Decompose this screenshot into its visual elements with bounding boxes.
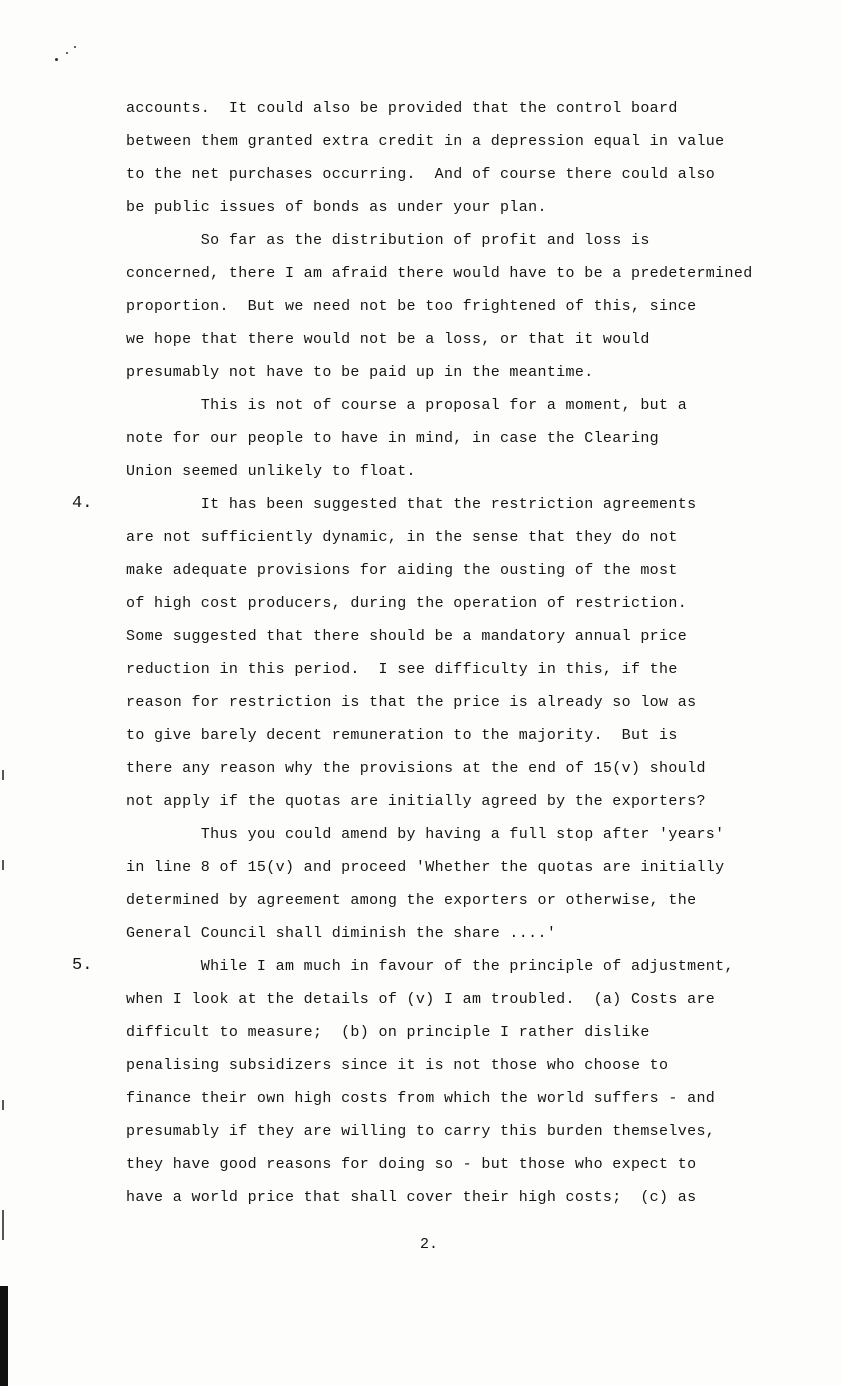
text-line: to give barely decent remuneration to the majority. But is: [126, 727, 678, 744]
text-line: not apply if the quotas are initially agreed by the exporters?: [126, 793, 706, 810]
text-line: to the net purchases occurring. And of course there could also: [126, 166, 716, 183]
text-line: have a world price that shall cover their high costs; (c) as: [126, 1189, 697, 1206]
text-line: reduction in this period. I see difficulty in this, if the: [126, 661, 678, 678]
text-line: are not sufficiently dynamic, in the sense that they do not: [126, 529, 678, 546]
text-line: Some suggested that there should be a mandatory annual price: [126, 628, 688, 645]
text-line: This is not of course a proposal for a moment, but a: [126, 397, 688, 414]
text-line: proportion. But we need not be too frightened of this, since: [126, 298, 697, 315]
text-line: make adequate provisions for aiding the ousting of the most: [126, 562, 678, 579]
paragraph-number: 4.: [72, 494, 93, 513]
scan-mark: [2, 1210, 4, 1240]
scan-edge-bar: [0, 1286, 8, 1386]
text-line: be public issues of bonds as under your plan.: [126, 199, 547, 216]
text-line: determined by agreement among the exporters or otherwise, the: [126, 892, 697, 909]
text-line: presumably not have to be paid up in the meantime.: [126, 364, 594, 381]
text-line: General Council shall diminish the share ....': [126, 925, 557, 942]
scan-mark: [2, 770, 4, 780]
text-line: difficult to measure; (b) on principle I rather dislike: [126, 1024, 650, 1041]
text-line: of high cost producers, during the operation of restriction.: [126, 595, 688, 612]
text-line: finance their own high costs from which the world suffers - and: [126, 1090, 716, 1107]
text-line: when I look at the details of (v) I am troubled. (a) Costs are: [126, 991, 716, 1008]
text-line: penalising subsidizers since it is not those who choose to: [126, 1057, 669, 1074]
paragraph-number: 5.: [72, 956, 93, 975]
text-line: While I am much in favour of the principle of adjustment,: [126, 958, 734, 975]
text-line: Thus you could amend by having a full stop after 'years': [126, 826, 725, 843]
text-line: So far as the distribution of profit and loss is: [126, 232, 650, 249]
speck: [74, 46, 76, 48]
speck: [55, 58, 58, 61]
text-line: in line 8 of 15(v) and proceed 'Whether the quotas are initially: [126, 859, 725, 876]
text-line: there any reason why the provisions at the end of 15(v) should: [126, 760, 706, 777]
text-line: accounts. It could also be provided that the control board: [126, 100, 678, 117]
text-line: between them granted extra credit in a depression equal in value: [126, 133, 725, 150]
scan-mark: [2, 1100, 4, 1110]
text-line: they have good reasons for doing so - but those who expect to: [126, 1156, 697, 1173]
text-line: Union seemed unlikely to float.: [126, 463, 416, 480]
text-line: reason for restriction is that the price is already so low as: [126, 694, 697, 711]
text-line: It has been suggested that the restriction agreements: [126, 496, 697, 513]
text-line: note for our people to have in mind, in case the Clearing: [126, 430, 660, 447]
text-line: concerned, there I am afraid there would have to be a predetermined: [126, 265, 753, 282]
speck: [66, 52, 68, 54]
text-line: we hope that there would not be a loss, or that it would: [126, 331, 650, 348]
scan-mark: [2, 860, 4, 870]
text-line: presumably if they are willing to carry this burden themselves,: [126, 1123, 716, 1140]
page-number: 2.: [420, 1236, 439, 1253]
